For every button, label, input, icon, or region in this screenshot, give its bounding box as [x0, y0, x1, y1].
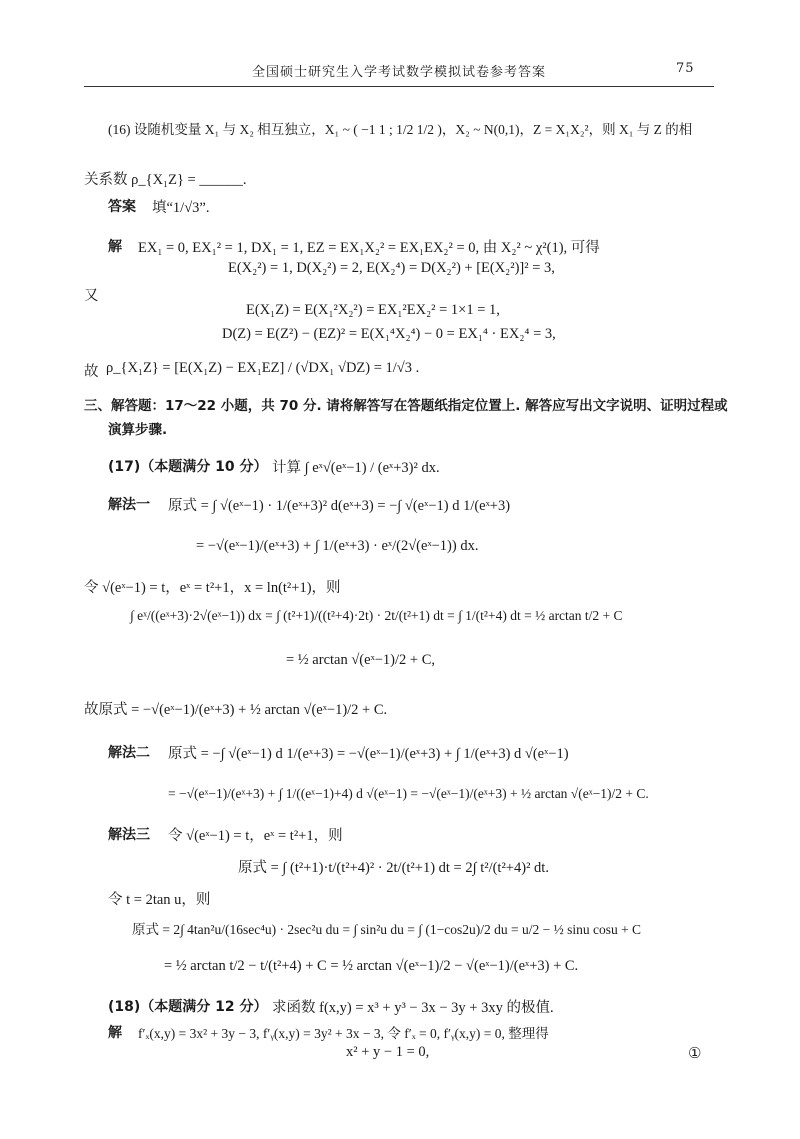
method3-line: 令 √(eˣ−1) = t，eˣ = t²+1，则 [168, 828, 343, 844]
answer-text: 填“1/√3”. [152, 200, 210, 216]
section-heading: 三、解答题：17～22 小题，共 70 分. 请将解答写在答题纸指定位置上. 解答应写出文字说明、证明过程或 [84, 398, 728, 414]
solution-line: D(Z) = E(Z²) − (EZ)² = E(X₁⁴X₂⁴) − 0 = EX₁⁴ · EX₂⁴ = 3, [222, 326, 556, 342]
page-number: 75 [676, 61, 695, 76]
method2-line: 原式 = −∫ √(eˣ−1) d 1/(eˣ+3) = −√(eˣ−1)/(eˣ+3) + ∫ 1/(eˣ+3) d √(eˣ−1) [168, 746, 569, 762]
solution-line: EX₁ = 0, EX₁² = 1, DX₁ = 1, EZ = EX₁X₂² = EX₁EX₂² = 0, 由 X₂² ~ χ²(1), 可得 [138, 240, 600, 256]
method1-line: = ½ arctan √(eˣ−1)/2 + C, [286, 652, 436, 668]
method1-result: 故原式 = −√(eˣ−1)/(eˣ+3) + ½ arctan √(eˣ−1)/2 + C. [84, 702, 388, 718]
problem16-stem-a: (16) 设随机变量 X₁ 与 X₂ 相互独立，X₁ ~ ( −1 1 ; 1/2 1/2 )，X₂ ~ N(0,1)，Z = X₁X₂²，则 X₁ 与 Z 的相 [108, 122, 693, 137]
solution-line: f′ₓ(x,y) = 3x² + 3y − 3, f′ᵧ(x,y) = 3y² + 3x − 3, 令 f′ₓ = 0, f′ᵧ(x,y) = 0, 整理得 [138, 1026, 549, 1041]
connector-you: 又 [84, 288, 99, 304]
problem18-stem: 求函数 f(x,y) = x³ + y³ − 3x − 3y + 3xy 的极值. [272, 1000, 554, 1016]
solution-line: E(X₂²) = 1, D(X₂²) = 2, E(X₂⁴) = D(X₂²) + [E(X₂²)]² = 3, [228, 260, 555, 276]
correlation-result: ρ_{X₁Z} = [E(X₁Z) − EX₁EZ] / (√DX₁ √DZ) = 1/√3 . [106, 360, 420, 376]
solution-label: 解 [108, 1025, 122, 1041]
problem16-stem-b: 关系数 ρ_{X₁Z} = ______. [84, 172, 247, 188]
section-heading-cont: 演算步骤. [108, 422, 168, 438]
method2-line: = −√(eˣ−1)/(eˣ+3) + ∫ 1/((eˣ−1)+4) d √(eˣ−1) = −√(eˣ−1)/(eˣ+3) + ½ arctan √(eˣ−1)/2 + C. [168, 786, 649, 801]
method3-label: 解法三 [108, 827, 150, 843]
substitution-line: 令 √(eˣ−1) = t，eˣ = t²+1，x = ln(t²+1)，则 [84, 580, 341, 596]
running-title: 全国硕士研究生入学考试数学模拟试卷参考答案 [252, 65, 547, 80]
connector-gu: 故 [84, 364, 99, 380]
problem17-label: (17)（本题满分 10 分） [108, 459, 268, 475]
method1-label: 解法一 [108, 497, 150, 513]
equation-marker: ① [688, 1044, 702, 1062]
solution-line: E(X₁Z) = E(X₁²X₂²) = EX₁²EX₂² = 1×1 = 1, [246, 302, 500, 318]
method3-line: = ½ arctan t/2 − t/(t²+4) + C = ½ arctan √(eˣ−1)/2 − √(eˣ−1)/(eˣ+3) + C. [164, 958, 579, 974]
problem17-stem: 计算 ∫ eˣ√(eˣ−1) / (eˣ+3)² dx. [272, 460, 440, 476]
method1-line: = −√(eˣ−1)/(eˣ+3) + ∫ 1/(eˣ+3) · eˣ/(2√(eˣ−1)) dx. [196, 538, 479, 554]
answer-label: 答案 [108, 199, 136, 215]
equation-line: x² + y − 1 = 0, [346, 1044, 430, 1060]
method3-line: 令 t = 2tan u，则 [108, 892, 211, 908]
problem18-label: (18)（本题满分 12 分） [108, 999, 268, 1015]
header-rule [84, 86, 714, 87]
method3-line: 原式 = ∫ (t²+1)·t/(t²+4)² · 2t/(t²+1) dt = 2∫ t²/(t²+4)² dt. [238, 860, 549, 876]
method1-line: ∫ eˣ/((eˣ+3)·2√(eˣ−1)) dx = ∫ (t²+1)/((t²+4)·2t) · 2t/(t²+1) dt = ∫ 1/(t²+4) dt = ½ arctan t/2 + C [130, 608, 623, 623]
solution-label: 解 [108, 239, 122, 255]
method2-label: 解法二 [108, 745, 150, 761]
method3-line: 原式 = 2∫ 4tan²u/(16sec⁴u) · 2sec²u du = ∫ sin²u du = ∫ (1−cos2u)/2 du = u/2 − ½ sinu cosu + C [132, 922, 642, 937]
method1-line: 原式 = ∫ √(eˣ−1) · 1/(eˣ+3)² d(eˣ+3) = −∫ √(eˣ−1) d 1/(eˣ+3) [168, 498, 511, 514]
